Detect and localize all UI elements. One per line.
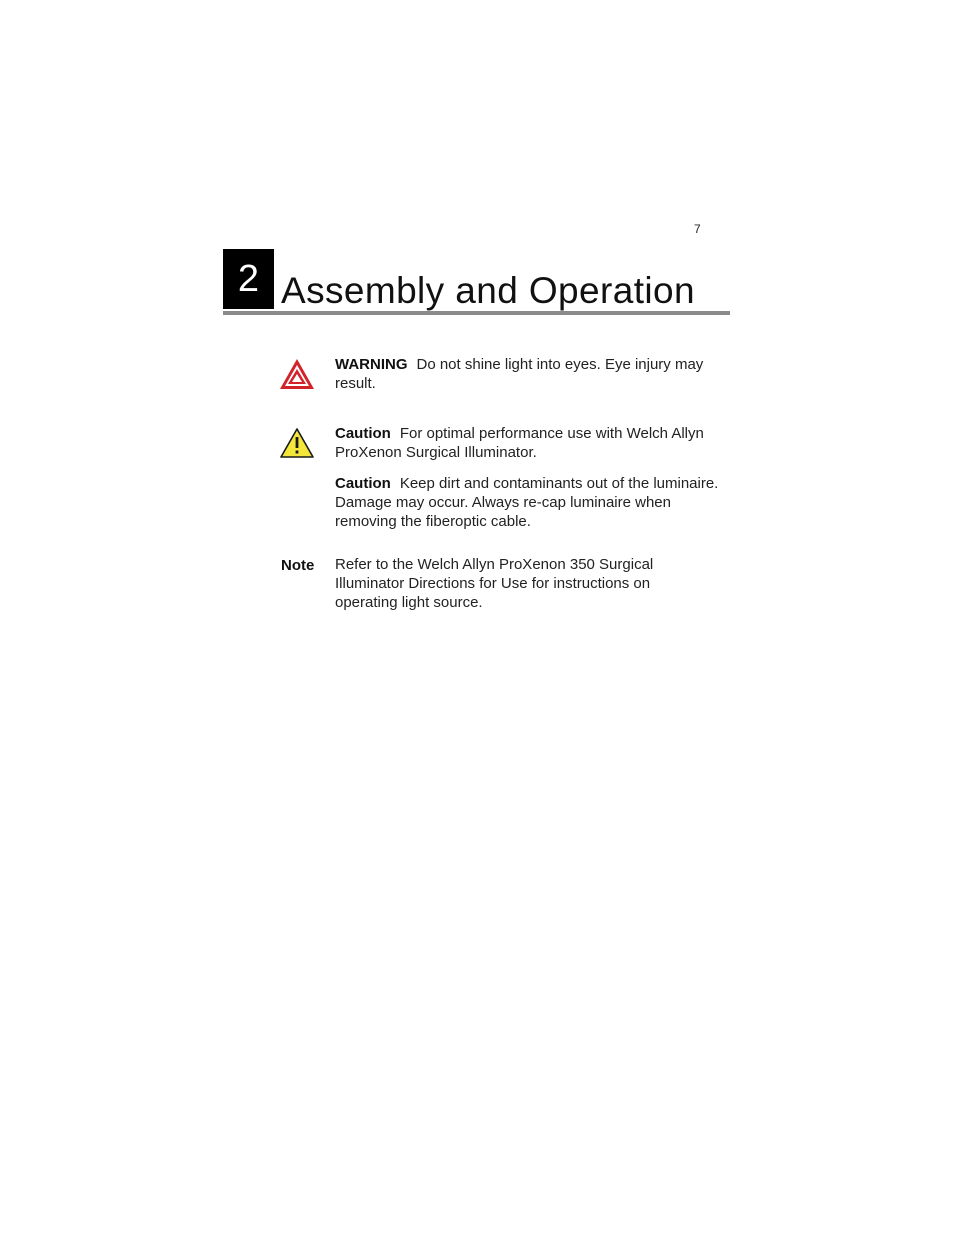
page-number: 7: [694, 222, 701, 236]
caution-triangle-icon: [279, 427, 315, 459]
chapter-rule: [223, 311, 730, 315]
note-text: Refer to the Welch Allyn ProXenon 350 Surgical Illuminator Directions for Use for instructions on operating light source.: [335, 556, 654, 611]
caution-text: For optimal performance use with Welch Allyn ProXenon Surgical Illuminator.: [335, 425, 704, 461]
warning-block: [335, 355, 730, 393]
warning-triangle-icon: [279, 358, 315, 390]
caution-block-2: [335, 474, 730, 531]
caution-label: Caution: [335, 475, 391, 492]
chapter-title: Assembly and Operation: [281, 270, 695, 311]
caution-label: Caution: [335, 425, 391, 442]
warning-label: WARNING: [335, 356, 408, 373]
warning-text: Do not shine light into eyes. Eye injury may result.: [335, 356, 704, 392]
caution-block-1: [335, 424, 730, 462]
chapter-number: 2: [223, 249, 274, 309]
caution-text: Keep dirt and contaminants out of the luminaire. Damage may occur. Always re-cap luminaire when removing the fiberoptic cable.: [335, 475, 719, 530]
note-label: Note: [281, 557, 315, 574]
chapter-header: [223, 249, 730, 317]
